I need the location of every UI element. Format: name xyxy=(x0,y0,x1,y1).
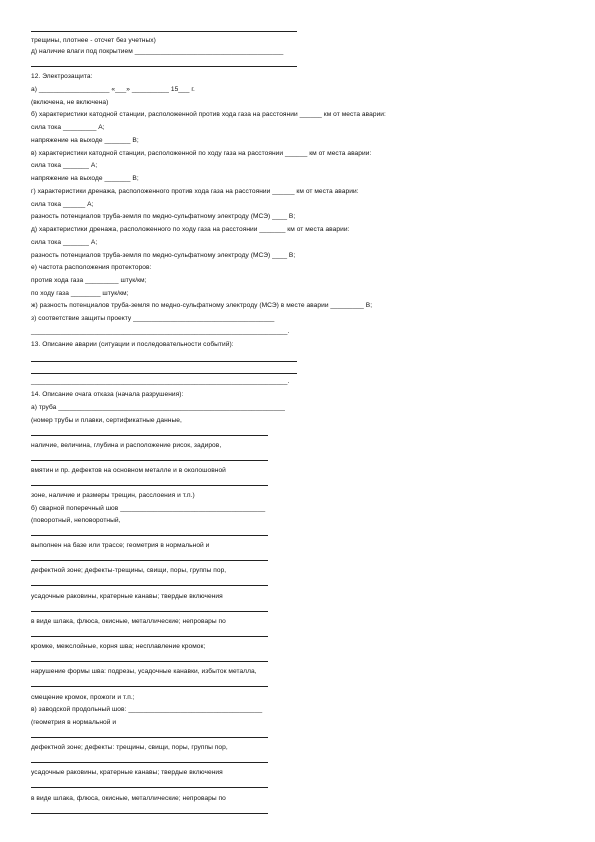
text-line: (геометрия в нормальной и xyxy=(31,719,117,726)
text-line: против хода газа _________ штук/км; xyxy=(31,277,147,284)
text-line: ж) разность потенциалов труба-земля по медно-сульфатному электроду (МСЭ) в месте аварии _________ В; xyxy=(31,302,373,309)
text-line: а) ___________________ «___» __________ 15___ г. xyxy=(31,86,195,93)
blank-line xyxy=(31,485,268,486)
text-line: усадочные раковины, кратерные канавы; твердые включения xyxy=(31,593,223,600)
blank-line xyxy=(31,686,268,687)
blank-line xyxy=(31,373,297,374)
text-line: е) частота расположения протекторов: xyxy=(31,264,152,271)
blank-line xyxy=(31,66,297,67)
text-line: а) труба _____________________________________________________________ xyxy=(31,404,285,411)
text-line: в виде шлака, флюса, окисные, металлические; непровары по xyxy=(31,618,226,625)
text-line: в) характеристики катодной станции, расположенной по ходу газа на расстоянии ______ км от места аварии: xyxy=(31,150,372,157)
blank-line xyxy=(31,435,268,436)
blank-line xyxy=(31,611,268,612)
text-line: выполнен на базе или трассе; геометрия в нормальной и xyxy=(31,542,210,549)
section-heading-13: 13. Описание аварии (ситуации и последовательности событий): xyxy=(31,341,234,348)
text-line: смещение кромок, прожоги и т.п.; xyxy=(31,694,135,701)
blank-line xyxy=(31,560,268,561)
blank-line xyxy=(31,460,268,461)
blank-line xyxy=(31,813,268,814)
text-line: разность потенциалов труба-земля по медно-сульфатному электроду (МСЭ) ____ В; xyxy=(31,213,296,220)
blank-line xyxy=(31,762,268,763)
text-line: _____________________________________________________________________. xyxy=(31,378,290,385)
text-line: дефектной зоне; дефекты-трещины, свищи, поры, группы пор, xyxy=(31,567,227,574)
text-line: по ходу газа ________ штук/км; xyxy=(31,290,129,297)
text-line: вмятин и пр. дефектов на основном металле и в околошовной xyxy=(31,467,226,474)
text-line: кромке, межслойные, корня шва; несплавление кромок; xyxy=(31,643,206,650)
text-line: сила тока _______ А; xyxy=(31,162,98,169)
blank-line xyxy=(31,361,297,362)
text-line: напряжение на выходе _______ В; xyxy=(31,175,139,182)
section-heading-14: 14. Описание очага отказа (начала разрушения): xyxy=(31,391,184,398)
text-line: б) характеристики катодной станции, расположенной против хода газа на расстоянии ______ км от места аварии: xyxy=(31,111,386,118)
text-line: усадочные раковины, кратерные канавы; твердые включения xyxy=(31,769,223,776)
text-line: д) наличие влаги под покрытием ________________________________________ xyxy=(31,48,284,55)
text-line: _____________________________________________________________________. xyxy=(31,328,290,335)
blank-line xyxy=(31,661,268,662)
text-line: нарушение формы шва: подрезы, усадочные канавки, избыток металла, xyxy=(31,668,257,675)
text-line: (номер трубы и плавки, сертификатные данные, xyxy=(31,417,182,424)
text-line: г) характеристики дренажа, расположенного против хода газа на расстоянии ______ км от места аварии: xyxy=(31,188,359,195)
blank-line xyxy=(31,31,297,32)
text-line: наличие, величина, глубина и расположение рисок, задиров, xyxy=(31,442,222,449)
text-line: разность потенциалов труба-земля по медно-сульфатному электроду (МСЭ) ____ В; xyxy=(31,252,296,259)
blank-line xyxy=(31,636,268,637)
text-line: д) характеристики дренажа, расположенного по ходу газа на расстоянии _______ км от места аварии: xyxy=(31,226,350,233)
text-line: трещины, плотнее - отсчет без учетных) xyxy=(31,37,156,44)
text-line: (поворотный, неповоротный, xyxy=(31,517,121,524)
blank-line xyxy=(31,787,268,788)
text-line: дефектной зоне; дефекты: трещины, свищи, поры, группы пор, xyxy=(31,744,228,751)
text-line: сила тока ______ А; xyxy=(31,201,94,208)
section-heading-12: 12. Электрозащита: xyxy=(31,73,93,80)
text-line: сила тока _________ А; xyxy=(31,124,105,131)
blank-line xyxy=(31,737,268,738)
blank-line xyxy=(31,585,268,586)
text-line: в) заводской продольный шов: ____________________________________ xyxy=(31,706,263,713)
text-line: сила тока _______ А; xyxy=(31,239,98,246)
text-line: з) соответствие защиты проекту ______________________________________ xyxy=(31,315,275,322)
text-line: (включена, не включена) xyxy=(31,99,109,106)
text-line: б) сварной поперечный шов _______________________________________ xyxy=(31,505,266,512)
blank-line xyxy=(31,535,268,536)
text-line: зоне, наличие и размеры трещин, расслоения и т.п.) xyxy=(31,492,195,499)
text-line: в виде шлака, флюса, окисные, металлические; непровары по xyxy=(31,795,226,802)
text-line: напряжение на выходе _______ В; xyxy=(31,137,139,144)
